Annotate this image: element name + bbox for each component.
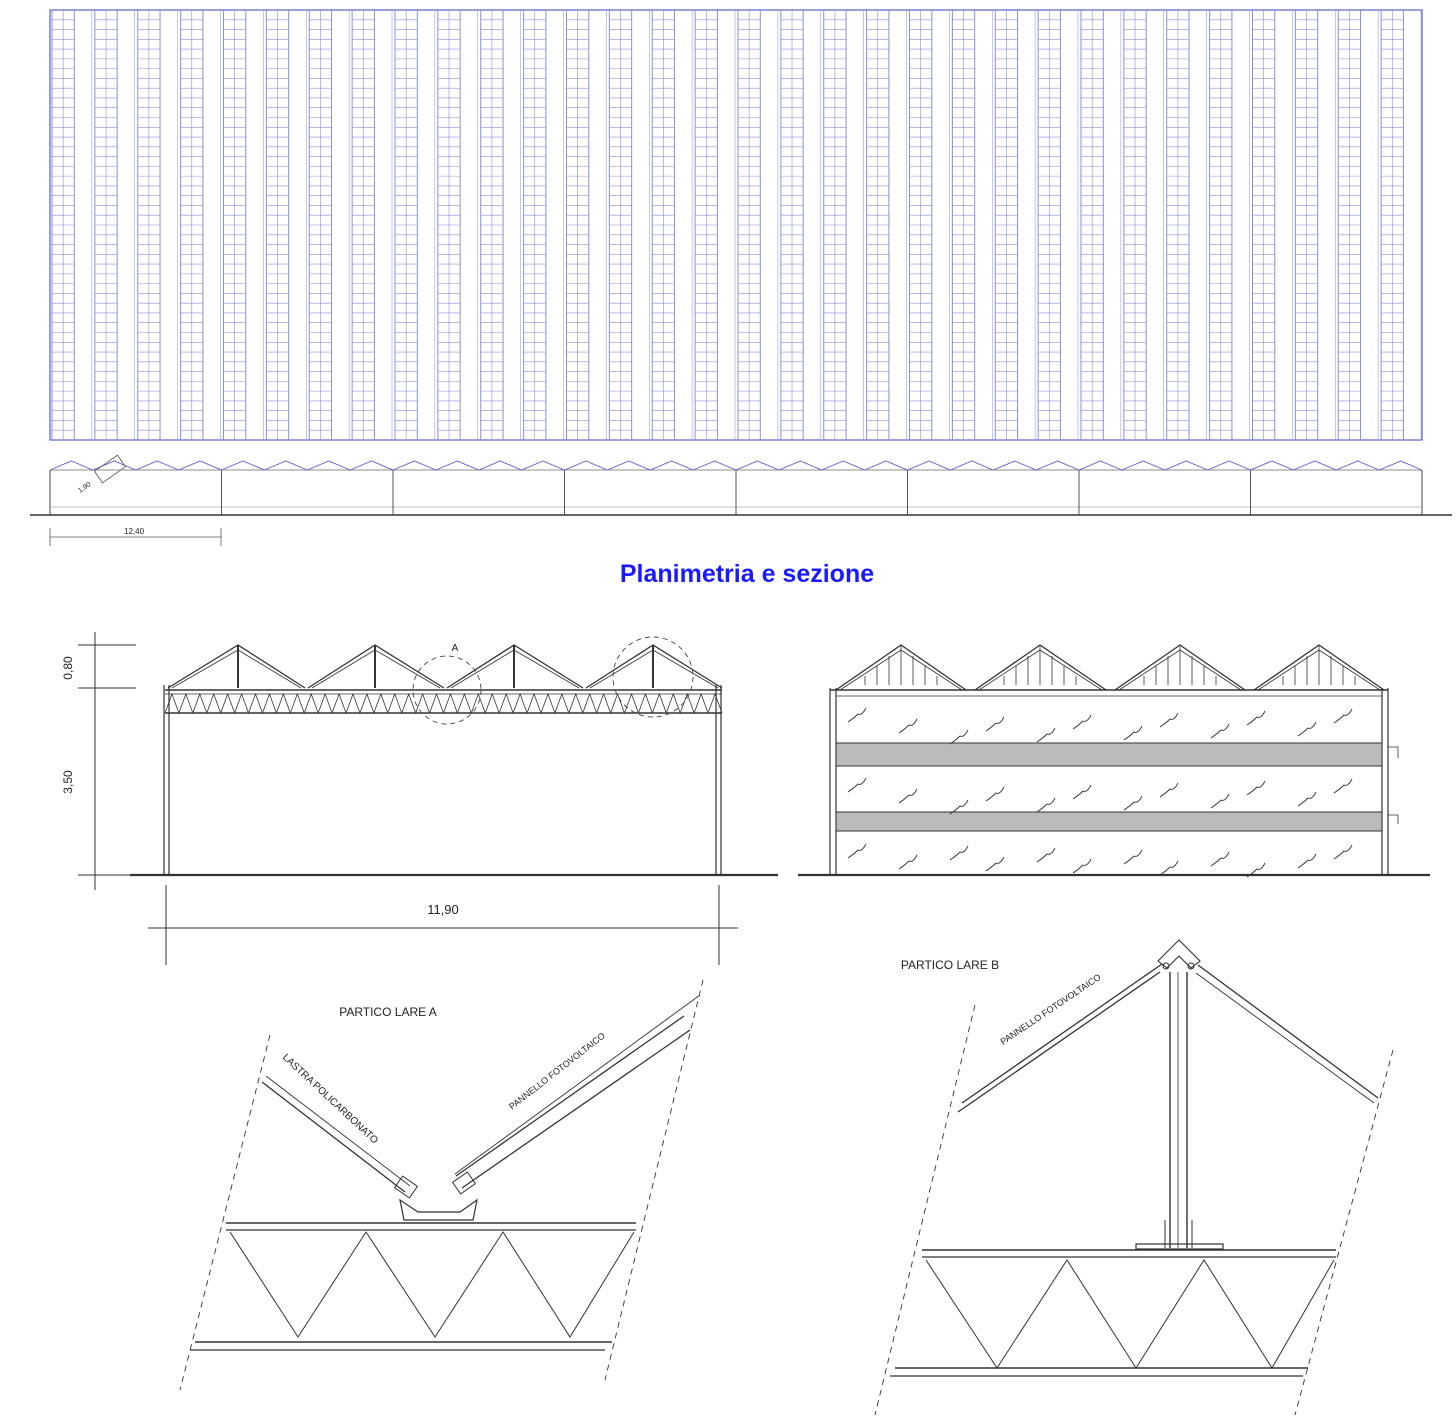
- roof-height-dimension-text: 0,80: [61, 656, 75, 680]
- glass-reflection-mark: [950, 846, 968, 860]
- glass-reflection-mark: [1298, 792, 1316, 806]
- front-elevation: [798, 645, 1430, 877]
- span-width-dimension-text: 11,90: [427, 902, 459, 917]
- glass-reflection-mark: [1160, 713, 1178, 727]
- glass-reflection-mark: [1037, 848, 1055, 862]
- sawtooth-roof-profile: [50, 461, 1422, 470]
- gutter-profile: [400, 1200, 477, 1220]
- glass-reflection-mark: [848, 778, 866, 792]
- glass-reflection-mark: [1073, 715, 1091, 729]
- roof-gable-inner: [172, 650, 301, 688]
- detail-a-polycarbonate-label: LASTRA POLICARBONATO: [279, 1052, 380, 1147]
- roof-sheet-right: [1198, 965, 1378, 1098]
- glass-reflection-mark: [1073, 785, 1091, 799]
- roof-sheet-right-edge: [1196, 973, 1374, 1103]
- glass-reflection-mark: [1298, 854, 1316, 868]
- roof-gable: [168, 645, 305, 688]
- glass-reflection-mark: [986, 787, 1004, 801]
- drawing-title: Planimetria e sezione: [619, 560, 875, 588]
- detail-a-title: PARTICO LARE A: [339, 1005, 437, 1019]
- glass-reflection-mark: [1160, 861, 1178, 875]
- gable: [975, 645, 1106, 690]
- detail-b-drawing: [875, 940, 1393, 1415]
- plan-section-strip: [30, 455, 1452, 546]
- glass-reflection-mark: [1124, 726, 1142, 740]
- glass-reflection-mark: [899, 719, 917, 733]
- glass-reflection-mark: [1298, 722, 1316, 736]
- glass-reflection-mark: [1211, 852, 1229, 866]
- glass-reflection-mark: [848, 844, 866, 858]
- glass-reflection-mark: [1247, 711, 1265, 725]
- pv-panel-back: [455, 995, 700, 1174]
- glass-reflection-mark: [950, 730, 968, 744]
- break-line: [605, 980, 703, 1380]
- pv-panel: [958, 972, 1160, 1112]
- glass-reflection-mark: [1334, 845, 1352, 859]
- hatched-band: [836, 743, 1382, 766]
- glass-reflection-mark: [1334, 779, 1352, 793]
- pv-panel-top: [962, 964, 1162, 1103]
- glass-reflection-mark: [1037, 798, 1055, 812]
- truss-diagonals: [926, 1260, 1334, 1368]
- glass-reflection-mark: [986, 857, 1004, 871]
- glass-reflection-mark: [1247, 781, 1265, 795]
- detail-b-pv-panel-label: PANNELLO FOTOVOLTAICO: [998, 971, 1103, 1047]
- plan-span-dimension-text: 12,40: [124, 527, 145, 536]
- glass-reflection-mark: [1124, 850, 1142, 864]
- truss-web: [165, 694, 722, 713]
- break-line: [180, 1035, 270, 1390]
- column-height-dimension-text: 3,50: [61, 770, 75, 794]
- break-line: [1295, 1050, 1393, 1415]
- pv-panel-grid: [52, 10, 1421, 440]
- glass-reflection-mark: [1160, 783, 1178, 797]
- truss-diagonals: [230, 1232, 634, 1337]
- plan-view: [50, 10, 1422, 440]
- glass-reflection-mark: [848, 708, 866, 722]
- polycarbonate-sheet-edge: [266, 1076, 410, 1186]
- glass-reflection-mark: [1211, 794, 1229, 808]
- gable-inner: [979, 650, 1102, 690]
- hatched-band: [836, 812, 1382, 831]
- base-plate: [1136, 1244, 1223, 1249]
- detail-a-marker-label: A: [451, 643, 459, 654]
- glass-reflection-mark: [1211, 724, 1229, 738]
- detail-a-pv-panel-label: PANNELLO FOTOVOLTAICO: [507, 1030, 607, 1112]
- plan-module-dimension-text: 1,90: [77, 481, 93, 495]
- glass-reflection-mark: [1124, 796, 1142, 810]
- glass-reflection-mark: [1073, 859, 1091, 873]
- detail-a-drawing: [180, 980, 703, 1390]
- detail-b-title: PARTICO LARE B: [900, 958, 1000, 972]
- break-line: [875, 1005, 975, 1415]
- glass-reflection-mark: [1334, 709, 1352, 723]
- glass-reflection-mark: [899, 789, 917, 803]
- band-marker: [1388, 815, 1398, 824]
- glass-reflection-mark: [899, 855, 917, 869]
- glass-reflection-mark: [986, 717, 1004, 731]
- glass-reflection-mark: [1037, 728, 1055, 742]
- module-marker: [95, 455, 126, 483]
- pv-panel: [456, 1016, 684, 1176]
- band-marker: [1388, 747, 1398, 758]
